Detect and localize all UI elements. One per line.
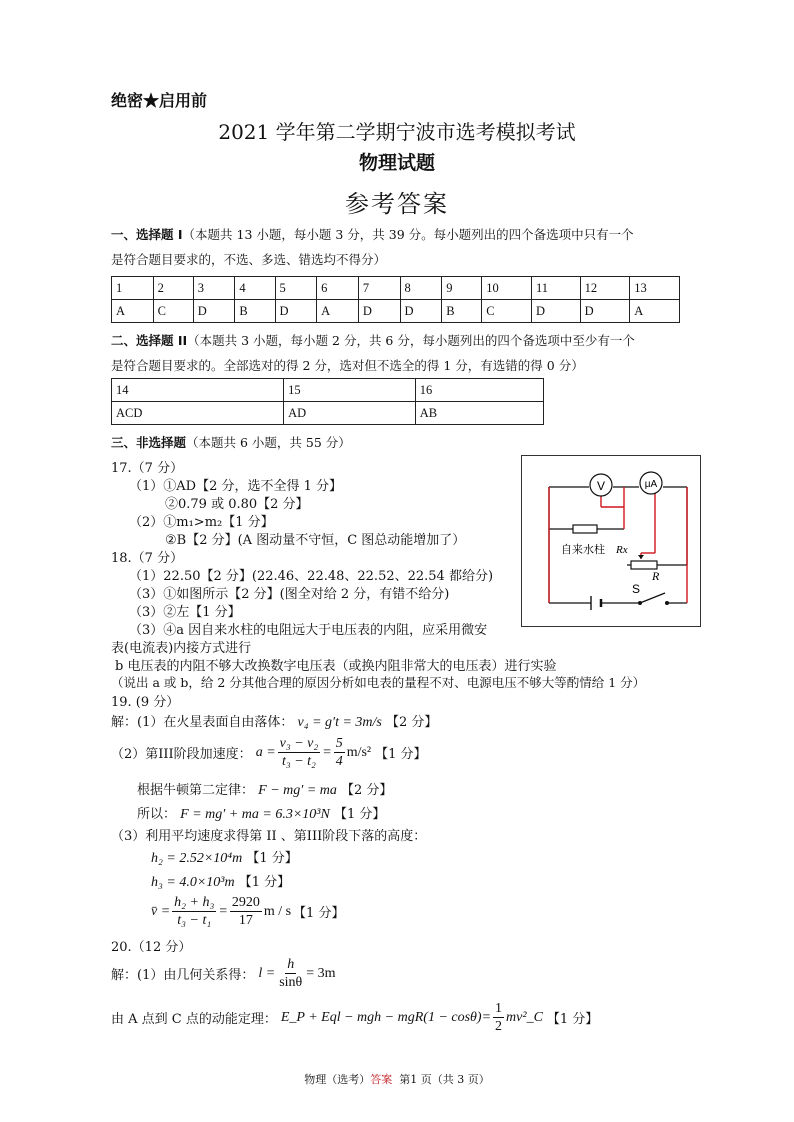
q20-line1-lhs: l = <box>258 965 276 981</box>
q17-head: 17.（7 分） <box>111 461 184 476</box>
q19-line8 <box>151 894 344 929</box>
table-row <box>112 277 680 300</box>
table-row <box>112 379 544 402</box>
question-number-cell: 5 <box>275 277 317 300</box>
q20-line1-fraction <box>277 956 304 991</box>
section1-desc-line1: （本题共 13 小题，每小题 3 分，共 39 分。每小题列出的四个备选项中只有一个 <box>182 227 634 242</box>
rx-label: Rx <box>616 544 628 556</box>
answer-cell: D <box>358 300 400 323</box>
microammeter-label: μA <box>644 479 658 490</box>
answer-cell: AD <box>284 402 416 425</box>
answer-cell: D <box>193 300 235 323</box>
q20-line2-equation: E_P + Eql − mgh − mgR(1 − cosθ)= <box>280 1009 492 1025</box>
question-number-cell: 7 <box>358 277 400 300</box>
answer-cell: B <box>442 300 482 323</box>
question-number-cell: 14 <box>112 379 284 402</box>
q19-line6-score: 【1 分】 <box>246 851 298 866</box>
circuit-diagram <box>521 455 701 627</box>
question-number-cell: 9 <box>442 277 482 300</box>
answer-title: 参考答案 <box>345 190 449 218</box>
exam-title: 2021 学年第二学期宁波市选考模拟考试 <box>218 120 576 144</box>
section1-desc-line2: 是符合题目要求的，不选、多选、错选均不得分） <box>111 252 387 267</box>
question-number-cell: 6 <box>317 277 359 300</box>
q20-head: 20.（12 分） <box>111 940 192 955</box>
question-number-cell: 10 <box>482 277 532 300</box>
page-footer <box>0 1071 794 1087</box>
answer-cell: C <box>482 300 532 323</box>
answer-cell: D <box>275 300 317 323</box>
question-number-cell: 15 <box>284 379 416 402</box>
q17-line4: ②B【2 分】(A 图动量不守恒，C 图总动能增加了） <box>165 533 466 548</box>
question-number-cell: 12 <box>580 277 630 300</box>
subject-title: 物理试题 <box>358 152 435 174</box>
section1-answer-table <box>111 276 680 323</box>
rheostat-symbol <box>631 561 657 569</box>
q19-line2-lhs: a = <box>255 744 276 760</box>
q18-line2: （3）①如图所示【2 分】(图全对给 2 分，有错不给分) <box>129 587 450 602</box>
section2-heading: 二、选择题 II <box>111 333 188 348</box>
q20-line1-rhs: = 3m <box>306 965 336 981</box>
q19-line8-lhs: v̄ = <box>151 903 171 919</box>
q19-line4-score: 【1 分】 <box>333 807 386 822</box>
q19-line8-score: 【1 分】 <box>293 906 345 921</box>
q20-line2-equation2: mv²_C <box>506 1009 543 1025</box>
question-number-cell: 8 <box>400 277 442 300</box>
question-number-cell: 2 <box>153 277 193 300</box>
q20-line1 <box>111 956 336 991</box>
q19-line3-equation: F − mg′ = ma <box>258 783 337 798</box>
q19-line3-text: 根据牛顿第二定律： <box>137 783 255 798</box>
question-number-cell: 4 <box>235 277 275 300</box>
q19-line6-equation: h₂ = 2.52×10⁴m <box>151 851 243 866</box>
section1-heading: 一、选择题 I <box>111 227 183 242</box>
q19-line5: （3）利用平均速度求得第 II 、第III阶段下落的高度： <box>111 829 427 844</box>
question-number-cell: 16 <box>415 379 543 402</box>
q19-line8-numerator: h₂ + h₃ <box>174 895 215 910</box>
answer-cell: D <box>580 300 630 323</box>
q19-line2 <box>111 735 427 770</box>
answer-cell: A <box>630 300 680 323</box>
q19-line1-equation: v₄ = g′t = 3m/s <box>297 715 382 730</box>
secret-label: 绝密★启用前 <box>111 91 208 110</box>
q19-line7-score: 【1 分】 <box>238 875 291 890</box>
footer-subject: 物理（选考） <box>304 1073 371 1086</box>
section3-desc <box>111 433 351 451</box>
voltmeter-label: V <box>596 479 606 493</box>
section2-desc <box>111 331 635 349</box>
q19-line8-fraction2 <box>230 894 262 929</box>
q19-line8-denominator: t₃ − t₁ <box>177 913 212 928</box>
q19-head: 19. (9 分） <box>111 695 180 710</box>
q19-line1 <box>111 711 437 731</box>
q20-line2 <box>111 1000 598 1035</box>
q20-line1-denominator: sinθ <box>279 975 303 990</box>
footer-page-number: 第1 页（共 3 页） <box>399 1073 490 1086</box>
table-row <box>112 402 544 425</box>
answer-cell: A <box>317 300 359 323</box>
q19-line7-equation: h₃ = 4.0×10³m <box>151 875 235 890</box>
q19-line2-fraction <box>278 735 321 770</box>
q19-line2-score: 【1 分】 <box>375 747 427 762</box>
q19-line1-text: 解：(1）在火星表面自由落体： <box>111 715 294 730</box>
q19-line8-fraction <box>172 894 216 929</box>
q20-line2-fraction <box>493 1000 504 1035</box>
q18-line6: b 电压表的内阻不够大改换数字电压表（或换内阻非常大的电压表）进行实验 <box>115 659 557 674</box>
q19-line4-equation: F = mg′ + ma = 6.3×10³N <box>180 807 330 822</box>
section3-desc-text: （本题共 6 小题，共 55 分） <box>186 435 351 450</box>
q19-line2-numerator: v₃ − v₂ <box>279 736 319 751</box>
q17-line3: （2）①m₁>m₂【1 分】 <box>129 515 274 530</box>
answer-cell: A <box>112 300 154 323</box>
answer-cell: AB <box>415 402 543 425</box>
q19-line8-equals: = <box>218 903 228 919</box>
q18-line5: 表(电流表)内接方式进行 <box>111 641 252 656</box>
rheostat-label: R <box>652 569 660 583</box>
answer-cell: C <box>153 300 193 323</box>
answer-cell: B <box>235 300 275 323</box>
q19-line8-numerator2: 2920 <box>231 895 260 910</box>
q19-line3-score: 【2 分】 <box>341 783 393 798</box>
q20-line2-text: 由 A 点到 C 点的动能定理： <box>111 1012 277 1027</box>
q19-line2-unit: m/s² <box>346 744 372 760</box>
q17-line2: ②0.79 或 0.80【2 分】 <box>165 497 309 512</box>
q19-line8-unit: m / s <box>263 903 292 919</box>
q20-line2-score: 【1 分】 <box>546 1012 599 1027</box>
q19-line4-text: 所以： <box>137 807 177 822</box>
q19-line4 <box>137 803 385 823</box>
q19-line2-denominator: t₃ − t₂ <box>281 754 316 769</box>
q20-line1-numerator: h <box>287 957 295 972</box>
water-column-resistor <box>573 525 597 533</box>
table-row <box>112 300 680 323</box>
q19-line2-text: （2）第III阶段加速度： <box>111 747 252 762</box>
answer-cell: ACD <box>112 402 284 425</box>
section1-desc <box>111 225 634 243</box>
q20-line2-numerator: 1 <box>495 1001 503 1016</box>
q18-line1: （1）22.50【2 分】(22.46、22.48、22.52、22.54 都给分) <box>129 569 494 584</box>
q19-line2-equals: = <box>322 744 332 760</box>
q18-head: 18.（7 分） <box>111 551 184 566</box>
question-number-cell: 3 <box>193 277 235 300</box>
q18-line4: （3）④a 因自来水柱的电阻远大于电压表的内阻，应采用微安 <box>129 623 488 638</box>
section2-desc-line2: 是符合题目要求的。全部选对的得 2 分，选对但不选全的得 1 分，有选错的得 0 分） <box>111 358 584 373</box>
question-number-cell: 1 <box>112 277 154 300</box>
q18-line7: （说出 a 或 b，给 2 分其他合理的原因分析如电表的量程不对、电源电压不够大等酌情给 1 分） <box>111 675 646 690</box>
water-column-label: 自来水柱 <box>561 543 605 556</box>
q18-line3: （3）②左【1 分】 <box>129 605 241 620</box>
section2-desc-line1: （本题共 3 小题，每小题 2 分，共 6 分，每小题列出的四个备选项中至少有一个 <box>187 333 635 348</box>
q19-line6 <box>151 847 298 867</box>
answer-cell: D <box>531 300 580 323</box>
q19-line7 <box>151 871 290 891</box>
answer-cell: D <box>400 300 442 323</box>
q19-line2-denominator2: 4 <box>335 754 343 769</box>
section3-heading: 三、非选择题 <box>111 435 187 450</box>
switch-label: S <box>632 582 641 596</box>
section2-answer-table <box>111 378 544 425</box>
question-number-cell: 11 <box>531 277 580 300</box>
q17-line1: （1）①AD【2 分，选不全得 1 分】 <box>129 479 343 494</box>
q19-line8-denominator2: 17 <box>238 913 253 928</box>
q19-line2-numerator2: 5 <box>335 736 343 751</box>
footer-answer: 答案 <box>370 1073 393 1086</box>
switch-contact-right <box>665 601 669 605</box>
q20-line2-denominator: 2 <box>495 1019 503 1034</box>
q19-line3 <box>137 779 392 799</box>
q19-line1-score: 【2 分】 <box>386 715 438 730</box>
q19-line2-fraction2 <box>334 735 345 770</box>
question-number-cell: 13 <box>630 277 680 300</box>
q20-line1-text: 解：(1）由几何关系得： <box>111 968 255 983</box>
